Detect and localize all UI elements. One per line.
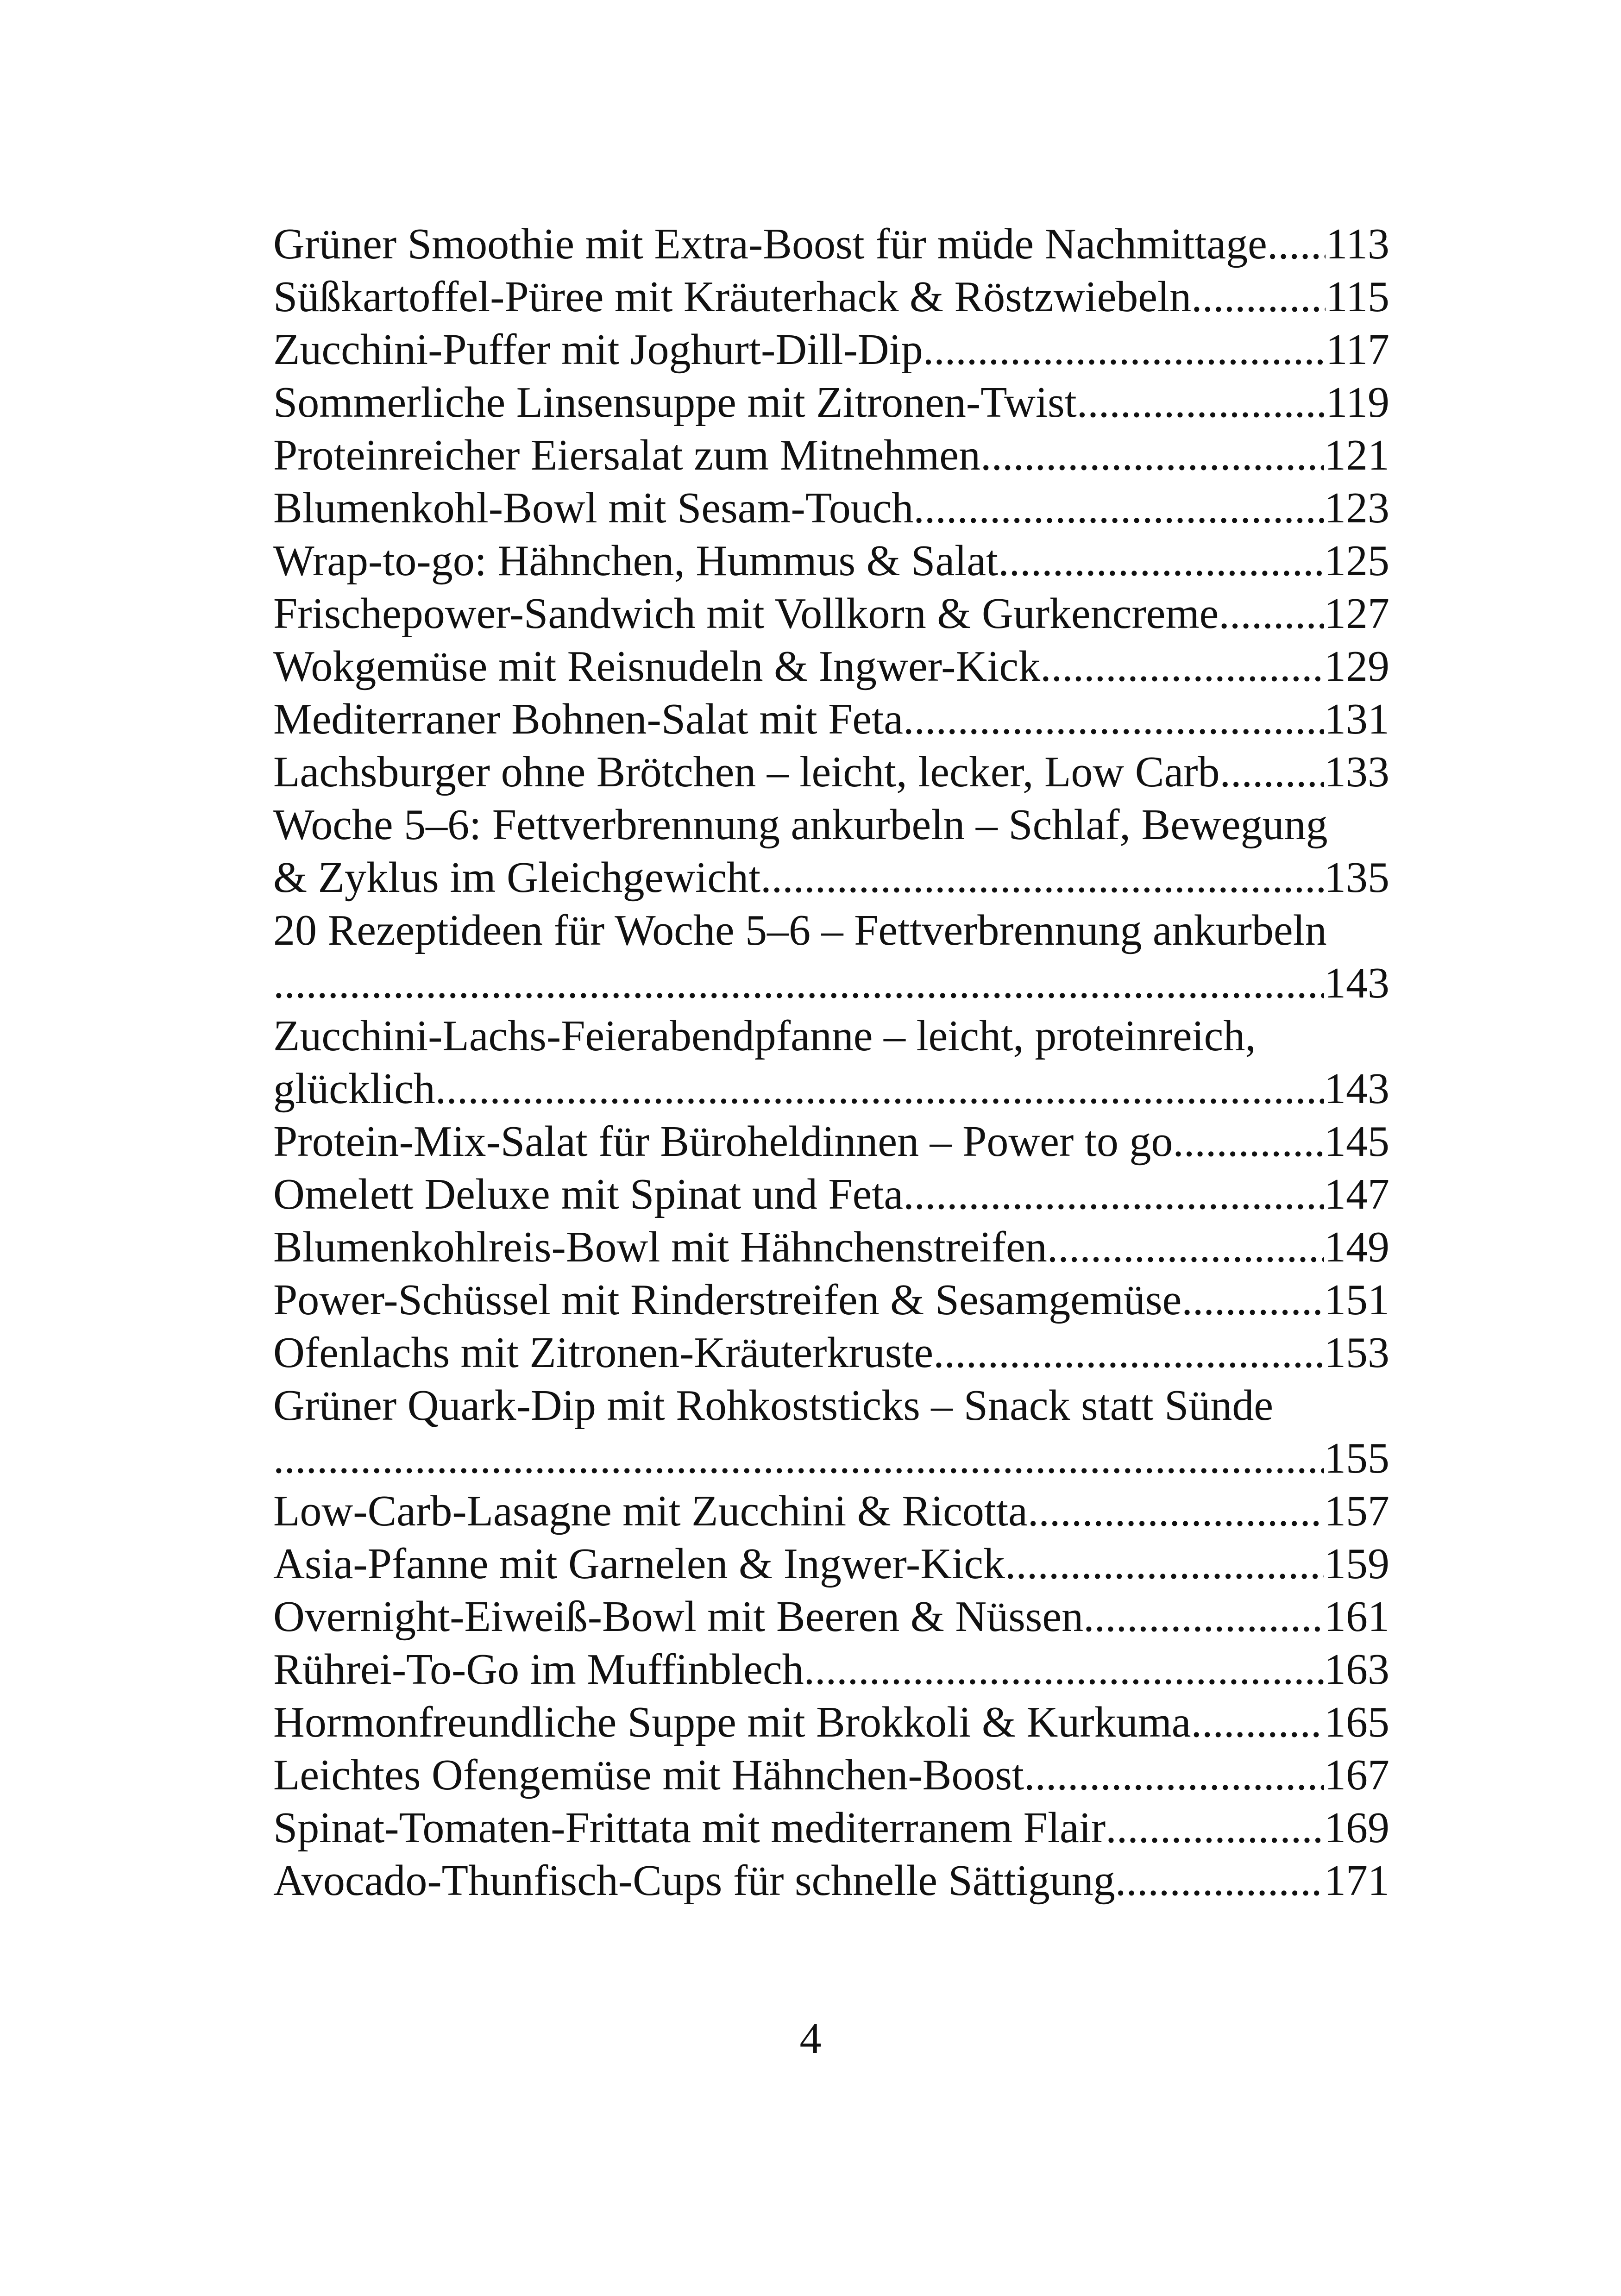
dot-leader (1173, 1115, 1324, 1168)
toc-entry-row (273, 1432, 1389, 1485)
toc-entry-title: Asia-Pfanne mit Garnelen & Ingwer-Kick (273, 1540, 1005, 1588)
toc-entry-title-line: Grüner Quark-Dip mit Rohkoststicks – Snack statt Sünde (273, 1381, 1274, 1430)
dot-leader (903, 1168, 1324, 1221)
toc-entry-page-number: 135 (1324, 853, 1389, 902)
dot-leader (1191, 270, 1326, 323)
dot-leader (1028, 1485, 1324, 1537)
toc-entry-title: Avocado-Thunfisch-Cups für schnelle Sättigung (273, 1857, 1115, 1905)
toc-entry[interactable] (273, 640, 1389, 693)
toc-entry-title: Zucchini-Puffer mit Joghurt-Dill-Dip (273, 326, 923, 374)
toc-entry[interactable] (273, 376, 1389, 429)
toc-entry-title-line: Woche 5–6: Fettverbrennung ankurbeln – Schlaf, Bewegung (273, 801, 1328, 849)
toc-entry-title: Spinat-Tomaten-Frittata mit mediterranem Flair (273, 1804, 1106, 1852)
toc-entry-page-number: 123 (1324, 484, 1389, 532)
toc-entry-page-number: 159 (1324, 1540, 1389, 1588)
toc-entry-row (273, 323, 1389, 376)
toc-entry-page-number: 119 (1326, 378, 1389, 427)
toc-entry-row (273, 1115, 1389, 1168)
toc-entry-title: Leichtes Ofengemüse mit Hähnchen-Boost (273, 1751, 1024, 1799)
toc-entry-row (273, 1590, 1389, 1643)
toc-entry[interactable] (273, 1326, 1389, 1379)
toc-entry-page-number: 129 (1324, 642, 1389, 690)
dot-leader (1047, 1221, 1324, 1273)
toc-entry[interactable] (273, 1854, 1389, 1907)
toc-entry[interactable] (273, 746, 1389, 798)
toc-entry[interactable] (273, 693, 1389, 746)
toc-entry-title: Power-Schüssel mit Rinderstreifen & Sesamgemüse (273, 1276, 1182, 1324)
toc-entry-row (273, 1326, 1389, 1379)
toc-entry-row (273, 1696, 1389, 1749)
toc-entry-page-number: 145 (1324, 1117, 1389, 1166)
toc-entry[interactable] (273, 1696, 1389, 1749)
dot-leader (980, 429, 1324, 482)
toc-entry[interactable] (273, 1273, 1389, 1326)
toc-entry-page-number: 163 (1324, 1645, 1389, 1694)
dot-leader (273, 1432, 1324, 1485)
toc-entry[interactable] (273, 904, 1389, 1010)
toc-entry-row (273, 429, 1389, 482)
toc-entry[interactable] (273, 482, 1389, 534)
toc-entry-page-number: 143 (1324, 959, 1389, 1007)
toc-entry-page-number: 171 (1324, 1857, 1389, 1905)
toc-entry-page-number: 153 (1324, 1329, 1389, 1377)
toc-entry[interactable] (273, 429, 1389, 482)
toc-entry-title: Rührei-To-Go im Muffinblech (273, 1645, 804, 1694)
dot-leader (903, 693, 1324, 746)
toc-entry-row (273, 587, 1389, 640)
toc-entry-title: Hormonfreundliche Suppe mit Brokkoli & Kurkuma (273, 1698, 1191, 1746)
dot-leader (933, 1326, 1324, 1379)
dot-leader (1191, 1696, 1324, 1749)
dot-leader (998, 534, 1324, 587)
toc-entry[interactable] (273, 270, 1389, 323)
toc-entry-title: Wrap-to-go: Hähnchen, Hummus & Salat (273, 537, 999, 585)
toc-entry-page-number: 167 (1324, 1751, 1389, 1799)
toc-entry-title: Frischepower-Sandwich mit Vollkorn & Gurkencreme (273, 590, 1219, 638)
toc-entry[interactable] (273, 1221, 1389, 1273)
toc-entry-page-number: 161 (1324, 1593, 1389, 1641)
toc-entry[interactable] (273, 587, 1389, 640)
toc-entry-title: Blumenkohlreis-Bowl mit Hähnchenstreifen (273, 1223, 1047, 1271)
dot-leader (1040, 640, 1324, 693)
toc-entry-title: glücklich (273, 1065, 435, 1113)
toc-entry-row (273, 534, 1389, 587)
toc-entry-row (273, 1854, 1389, 1907)
toc-entry-page-number: 113 (1326, 220, 1389, 268)
toc-entry-row (273, 640, 1389, 693)
toc-entry[interactable] (273, 1801, 1389, 1854)
toc-entry-title: Mediterraner Bohnen-Salat mit Feta (273, 695, 903, 743)
dot-leader (1106, 1801, 1324, 1854)
toc-entry-title: Blumenkohl-Bowl mit Sesam-Touch (273, 484, 914, 532)
toc-entry-page-number: 133 (1324, 748, 1389, 796)
dot-leader (1181, 1273, 1324, 1326)
dot-leader (273, 957, 1324, 1010)
toc-entry-page-number: 151 (1324, 1276, 1389, 1324)
toc-entry[interactable] (273, 1379, 1389, 1485)
toc-entry-title-line: Zucchini-Lachs-Feierabendpfanne – leicht, proteinreich, (273, 1012, 1256, 1060)
toc-entry-title: Omelett Deluxe mit Spinat und Feta (273, 1170, 904, 1218)
toc-entry-page-number: 155 (1324, 1434, 1389, 1482)
toc-entry-title-line: 20 Rezeptideen für Woche 5–6 – Fettverbrennung ankurbeln (273, 906, 1327, 954)
toc-entry-row (273, 482, 1389, 534)
toc-entry[interactable] (273, 218, 1389, 270)
toc-entry[interactable] (273, 1010, 1389, 1115)
toc-entry-row (273, 270, 1389, 323)
dot-leader (1220, 746, 1325, 798)
dot-leader (1005, 1537, 1324, 1590)
toc-entry-row (273, 1643, 1389, 1696)
toc-entry-title: Low-Carb-Lasagne mit Zucchini & Ricotta (273, 1487, 1028, 1535)
dot-leader (1267, 218, 1326, 270)
toc-entry-title: Proteinreicher Eiersalat zum Mitnehmen (273, 431, 980, 479)
toc-entry-row (273, 1537, 1389, 1590)
toc-entry-title: Ofenlachs mit Zitronen-Kräuterkruste (273, 1329, 934, 1377)
toc-entry[interactable] (273, 1168, 1389, 1221)
toc-entry-title: Grüner Smoothie mit Extra-Boost für müde Nachmittage (273, 220, 1267, 268)
toc-entry-row (273, 693, 1389, 746)
toc-entry-page-number: 115 (1326, 273, 1389, 321)
toc-entry-page-number: 121 (1324, 431, 1389, 479)
toc-entry-page-number: 165 (1324, 1698, 1389, 1746)
toc-entry-row (273, 218, 1389, 270)
toc-entry-row (273, 1749, 1389, 1801)
dot-leader (923, 323, 1326, 376)
dot-leader (1024, 1749, 1324, 1801)
toc-entry-row (273, 376, 1389, 429)
toc-entry[interactable] (273, 323, 1389, 376)
toc-entry-row (273, 1062, 1389, 1115)
toc-entry[interactable] (273, 534, 1389, 587)
toc-entry-row (273, 957, 1389, 1010)
dot-leader (1083, 1590, 1324, 1643)
toc-entry-row (273, 1273, 1389, 1326)
toc-entry-row (273, 1485, 1389, 1537)
toc-entry[interactable] (273, 1537, 1389, 1590)
toc-entry-row (273, 851, 1389, 904)
dot-leader (1115, 1854, 1324, 1907)
toc-entry-row (273, 746, 1389, 798)
toc-entry-page-number: 149 (1324, 1223, 1389, 1271)
toc-entry-title: & Zyklus im Gleichgewicht (273, 853, 761, 902)
dot-leader (913, 482, 1324, 534)
toc-entry[interactable] (273, 1590, 1389, 1643)
dot-leader (760, 851, 1324, 904)
toc-entry-page-number: 157 (1324, 1487, 1389, 1535)
toc-entry-page-number: 125 (1324, 537, 1389, 585)
toc-entry-title: Wokgemüse mit Reisnudeln & Ingwer-Kick (273, 642, 1041, 690)
toc-entry-row (273, 1801, 1389, 1854)
toc-entry-page-number: 131 (1324, 695, 1389, 743)
toc-entry[interactable] (273, 798, 1389, 904)
dot-leader (804, 1643, 1324, 1696)
toc-entry-title: Sommerliche Linsensuppe mit Zitronen-Twist (273, 378, 1077, 427)
toc-entry[interactable] (273, 1485, 1389, 1537)
dot-leader (1077, 376, 1326, 429)
toc-entry-page-number: 117 (1326, 326, 1389, 374)
toc-entry-page-number: 169 (1324, 1804, 1389, 1852)
toc-entry-page-number: 147 (1324, 1170, 1389, 1218)
dot-leader (435, 1062, 1324, 1115)
dot-leader (1219, 587, 1324, 640)
toc-entry-row (273, 1221, 1389, 1273)
toc-entry-title: Lachsburger ohne Brötchen – leicht, lecker, Low Carb (273, 748, 1220, 796)
toc-entry-row (273, 1168, 1389, 1221)
toc-entry[interactable] (273, 1749, 1389, 1801)
toc-entry-page-number: 127 (1324, 590, 1389, 638)
toc-entry[interactable] (273, 1643, 1389, 1696)
toc-entry-title: Protein-Mix-Salat für Büroheldinnen – Power to go (273, 1117, 1173, 1166)
toc-entry-title: Süßkartoffel-Püree mit Kräuterhack & Röstzwiebeln (273, 273, 1192, 321)
page-number: 4 (799, 2014, 822, 2063)
table-of-contents (273, 218, 1389, 1907)
toc-entry-title: Overnight-Eiweiß-Bowl mit Beeren & Nüssen (273, 1593, 1084, 1641)
toc-entry-page-number: 143 (1324, 1065, 1389, 1113)
toc-entry[interactable] (273, 1115, 1389, 1168)
